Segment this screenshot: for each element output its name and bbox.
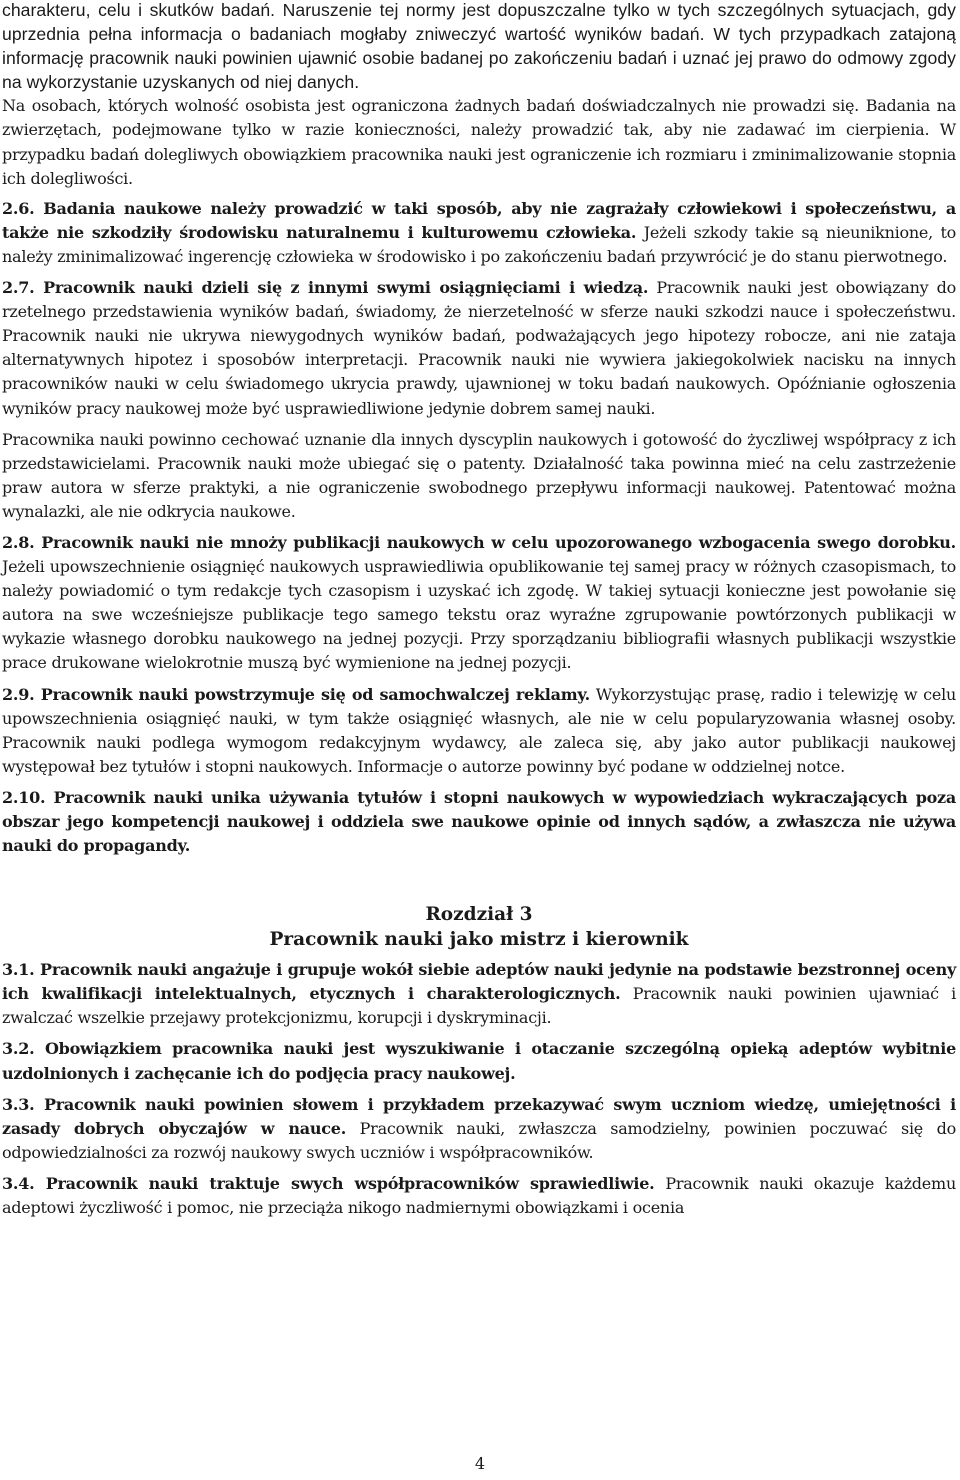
section-2-9-heading: 2.9. Pracownik nauki powstrzymuje się od samochwalczej reklamy. <box>2 684 590 704</box>
page-number: 4 <box>474 1454 486 1473</box>
section-3-4-heading: 3.4. Pracownik nauki traktuje swych współpracowników sprawiedliwie. <box>2 1173 655 1193</box>
section-2-7-heading: 2.7. Pracownik nauki dzieli się z innymi swymi osiągnięciami i wiedzą. <box>2 278 649 298</box>
cooperation-paragraph <box>2 428 956 524</box>
section-2-6 <box>2 197 956 269</box>
section-3-1-heading: 3.1. Pracownik nauki angażuje i grupuje wokół siebie adeptów nauki jedynie na podstawie bezstronnej oceny ich kwalifikacji intelektualnych, etycznych i charakterologicznych. <box>2 960 956 1004</box>
section-2-6-body: Jeżeli szkody takie są nieuniknione, to należy zminimalizować ingerencję człowieka w środowisko i po zakończeniu badań przywrócić je do stanu pierwotnego. <box>2 222 957 266</box>
section-2-7 <box>2 276 956 421</box>
chapter-number: Rozdział 3 <box>425 904 533 926</box>
section-2-10-heading: 2.10. Pracownik nauki unika używania tytułów i stopni naukowych w wypowiedziach wykraczających poza obszar jego kompetencji naukowej i oddziela swe naukowe opinie od innych sądów, a zwłaszcza nie używa nauki do propagandy. <box>2 787 956 856</box>
cooperation-body: Pracownika nauki powinno cechować uznanie dla innych dyscyplin naukowych i gotowość do życzliwej współpracy z ich przedstawicielami. Pracownik nauki może ubiegać się o patenty. Działalność taka powinna mieć na celu zastrzeżenie praw autora w sferze praktyki, a nie ograniczenie swobodnego przepływu informacji naukowej. Patentować można wynalazki, ale nie odkrycia naukowe. <box>2 429 956 521</box>
section-3-4 <box>2 1172 956 1220</box>
section-2-6-heading: 2.6. Badania naukowe należy prowadzić w taki sposób, aby nie zagrażały człowiekowi i społeczeństwu, a także nie szkodziły środowisku naturalnemu i kulturowemu człowieka. <box>2 198 956 242</box>
section-3-4-body: Pracownik nauki okazuje każdemu adeptowi życzliwość i pomoc, nie przeciąża nikogo nadmiernymi obowiązkami i ocenia <box>2 1173 956 1218</box>
intro-paragraph <box>2 0 956 94</box>
section-3-3 <box>2 1093 956 1165</box>
section-2-9-body: Wykorzystując prasę, radio i telewizję w celu upowszechnienia osiągnięć nauki, w tym także osiągnięć własnych, ale nie w celu popularyzowania własnej osoby. Pracownik nauki podlega wymogom redakcyjnym wydawcy, ale zaleca się, aby jako autor publikacji naukowej występował bez tytułów i stopni naukowych. Informacje o autorze powinny być podane w oddzielnej notce. <box>2 684 956 776</box>
section-3-1 <box>2 958 956 1030</box>
intro-text-2: W tych przypadkach zatajoną informację pracownik nauki powinien ujawnić osobie badanej po zakończeniu badań i uznać jej prawo do odmowy zgody na wykorzystanie uzyskanych od niej danych. <box>2 24 956 93</box>
section-3-3-body: Pracownik nauki, zwłaszcza samodzielny, powinien poczuwać się do odpowiedzialności za rozwój naukowy swych uczniów i współpracowników. <box>2 1118 956 1162</box>
section-3-1-body: Pracownik nauki powinien ujawniać i zwalczać wszelkie przejawy protekcjonizmu, korupcji i dyskryminacji. <box>2 984 956 1028</box>
section-2-8-heading: 2.8. Pracownik nauki nie mnoży publikacji naukowych w celu upozorowanego wzbogacenia swego dorobku. <box>2 532 956 552</box>
section-2-9 <box>2 683 956 779</box>
section-3-3-heading: 3.3. Pracownik nauki powinien słowem i przykładem przekazywać swym uczniom wiedzę, umiejętności i zasady dobrych obyczajów w nauce. <box>2 1094 956 1138</box>
intro-text-1: charakteru, celu i skutków badań. Naruszenie tej normy jest dopuszczalne tylko w tych szczególnych sytuacjach, gdy uprzednia pełna informacja o badaniach mogłaby zniweczyć wartość wyników badań. <box>2 0 956 45</box>
intro-paragraph-continued <box>2 94 956 190</box>
intro-text-3: Na osobach, których wolność osobista jest ograniczona żadnych badań doświadczalnych nie prowadzi się. Badania na zwierzętach, podejmowane tylko w razie konieczności, należy prowadzić tak, aby nie zadawać im cierpienia. W przypadku badań dolegliwych obowiązkiem pracownika nauki jest ograniczenie ich rozmiaru i zminimalizowanie stopnia ich dolegliwości. <box>2 96 956 188</box>
section-2-8 <box>2 531 956 676</box>
section-2-8-body: Jeżeli upowszechnienie osiągnięć naukowych usprawiedliwia opublikowanie tej samej pracy w różnych czasopismach, to należy powiadomić o tym redakcje tych czasopism i uzyskać ich zgodę. W takiej sytuacji konieczne jest powołanie się autora na swe wcześniejsze publikacje tego samego tekstu oraz wyraźne zgrupowanie powtórzonych publikacji w wykazie własnego dorobku naukowego na jednej pozycji. Przy sporządzaniu bibliografii własnych publikacji wszystkie prace drukowane wielokrotnie muszą być wymienione na jednej pozycji. <box>2 557 956 673</box>
chapter-title: Pracownik nauki jako mistrz i kierownik <box>269 929 689 951</box>
section-2-10 <box>2 786 956 858</box>
section-3-2-heading: 3.2. Obowiązkiem pracownika nauki jest wyszukiwanie i otaczanie szczególną opieką adeptów wybitnie uzdolnionych i zachęcanie ich do podjęcia pracy naukowej. <box>2 1039 956 1083</box>
chapter-heading <box>2 902 956 952</box>
section-3-2 <box>2 1037 956 1085</box>
section-2-7-body: Pracownik nauki jest obowiązany do rzetelnego przedstawienia wyników badań, świadomy, że nierzetelność w sferze nauki szkodzi nauce i społeczeństwu. Pracownik nauki nie ukrywa niewygodnych wyników badań, podważających jego hipotezy robocze, ani nie zataja alternatywnych hipotez i sposobów interpretacji. Pracownik nauki nie wywiera jakiegokolwiek nacisku na innych pracowników nauki w celu świadomego ukrycia prawdy, ujawnionej w toku badań naukowych. Opóźnianie ogłoszenia wyników pracy naukowej może być usprawiedliwione jedynie dobrem samej nauki. <box>2 278 956 418</box>
